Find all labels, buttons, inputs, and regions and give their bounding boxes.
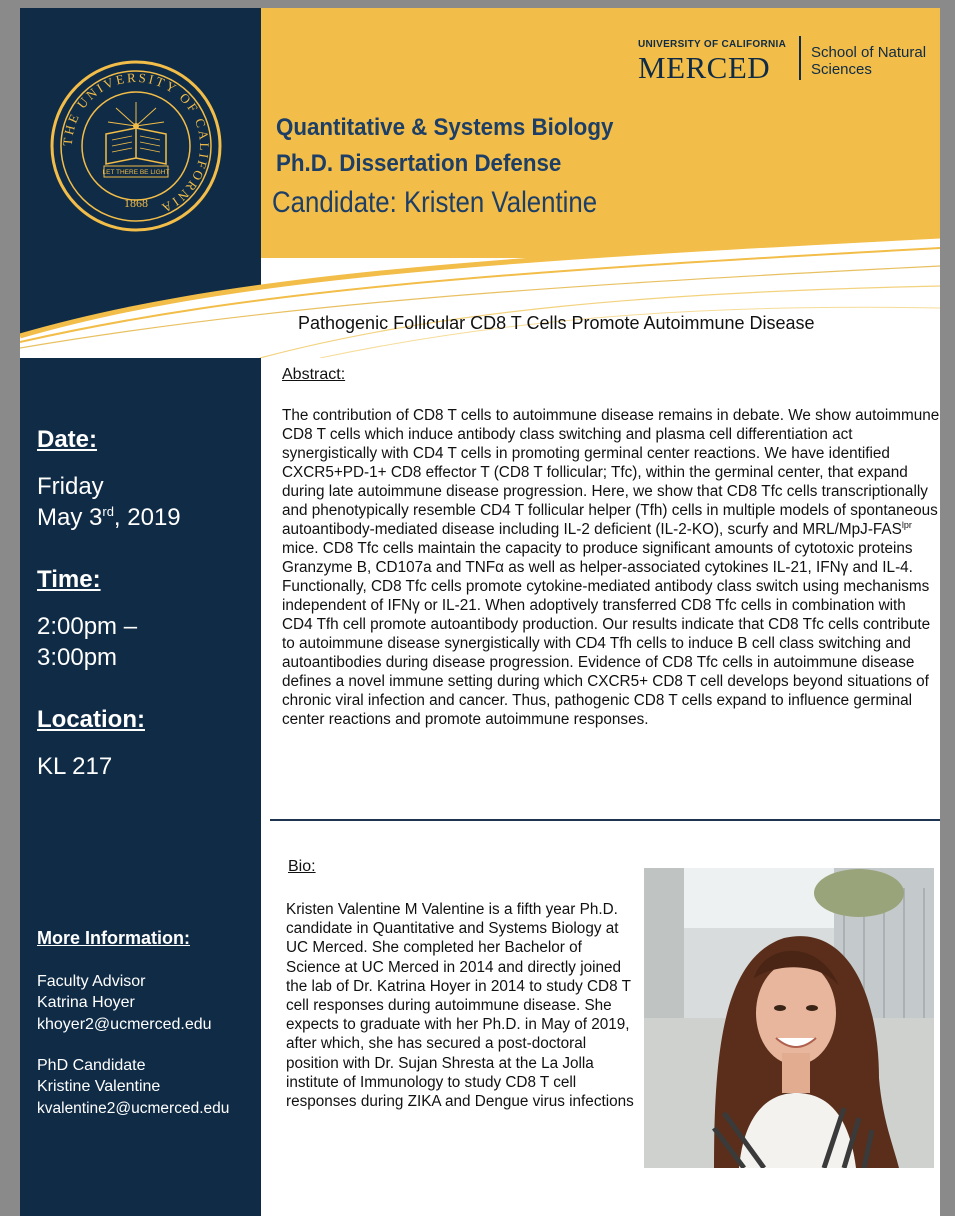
time-start: 2:00pm – (37, 613, 138, 640)
abstract-part-2: mice. CD8 Tfc cells maintain the capacity to produce significant amounts of cytotoxic proteins Granzyme B, CD107a and TNFα as well as helper-associated cytokines IL-21, IFNγ and IL-4. Functionally, CD8 Tfc cells promote cytokine-mediated antibody class switch using mechanisms independent of IFNγ or IL-21. When adoptively transferred CD8 Tfc cells in combination with CD4 Tfh cell promote autoantibody production. Our results indicate that CD8 Tfc cells contribute to autoimmune disease synergistically with CD4 Tfh cells to induce B cell class switching and autoantibodies during disease progression. Evidence of CD8 Tfc cells in autoimmune disease defines a novel immune setting during which CXCR5+ CD8 T cell develops beyond situations of chronic viral infection and cancer. Thus, pathogenic CD8 T cells expand to influence germinal center reactions and promote autoimmune responses. (282, 540, 931, 728)
date-ordinal: rd (102, 504, 114, 519)
abstract-text (282, 406, 940, 729)
date-day: Friday (37, 473, 104, 500)
logo-merced-text: MERCED (638, 50, 771, 85)
advisor-email[interactable]: khoyer2@ucmerced.edu (37, 1016, 212, 1033)
seal-ring-text: THE UNIVERSITY OF CALIFORNIA (59, 69, 213, 217)
advisor-role: Faculty Advisor (37, 973, 146, 990)
bio-label: Bio: (288, 858, 316, 875)
talk-title: Pathogenic Follicular CD8 T Cells Promote Autoimmune Disease (298, 313, 815, 333)
seal-motto: LET THERE BE LIGHT (102, 169, 170, 176)
advisor-name: Katrina Hoyer (37, 994, 135, 1011)
date-label: Date: (37, 426, 98, 453)
candidate-email[interactable]: kvalentine2@ucmerced.edu (37, 1100, 230, 1117)
time-label: Time: (37, 566, 101, 593)
location-value: KL 217 (37, 753, 113, 780)
time-end: 3:00pm (37, 644, 118, 671)
section-divider (270, 819, 940, 821)
university-seal (50, 60, 222, 232)
date-year: , 2019 (113, 504, 181, 531)
location-label: Location: (37, 706, 145, 733)
abstract-superscript: lpr (901, 519, 912, 530)
candidate-photo (644, 868, 934, 1168)
date-value (37, 502, 181, 533)
logo-school-text: School of Natural Sciences (811, 44, 927, 78)
more-info-label: More Information: (37, 928, 190, 948)
program-title: Quantitative & Systems Biology (276, 114, 614, 141)
candidate-role: PhD Candidate (37, 1057, 146, 1074)
uc-merced-logo[interactable] (638, 30, 938, 90)
logo-divider (799, 36, 801, 80)
bio-text: Kristen Valentine M Valentine is a fifth year Ph.D. candidate in Quantitative and Systems Biology at UC Merced. She completed her Bachelor of Science at UC Merced in 2014 and directly joined the lab of Dr. Katrina Hoyer in 2014 to study CD8 T cell responses during autoimmune disease. She expects to graduate with her Ph.D. in May of 2019, after which, she has secured a post-doctoral position with Dr. Sujan Shresta at the La Jolla institute of Immunology to study CD8 T cell responses during ZIKA and Dengue virus infections (286, 901, 634, 1111)
candidate-title: Candidate: Kristen Valentine (272, 186, 598, 219)
date-month-day: May 3 (37, 504, 103, 531)
seal-year: 1868 (124, 196, 148, 210)
event-title: Ph.D. Dissertation Defense (276, 150, 562, 177)
flyer-page (20, 8, 940, 1216)
logo-university-text: UNIVERSITY OF CALIFORNIA (638, 39, 787, 50)
abstract-part-1: The contribution of CD8 T cells to autoimmune disease remains in debate. We show autoimmune CD8 T cells which induce antibody class switching and plasma cell differentiation act synergistically with CD4 T cells in promoting germinal center reactions. We have identified CXCR5+PD-1+ CD8 effector T (CD8 T follicular; Tfc), within the germinal center, that expand during late autoimmune disease progression. Here, we show that CD8 Tfc cells transcriptionally and phenotypically resemble CD4 T follicular helper (Tfh) cells in multiple models of spontaneous autoantibody-mediated disease including IL-2 deficient (IL-2-KO), scurfy and MRL/MpJ-FAS (282, 407, 940, 538)
abstract-label: Abstract: (282, 366, 346, 383)
candidate-name: Kristine Valentine (37, 1078, 161, 1095)
